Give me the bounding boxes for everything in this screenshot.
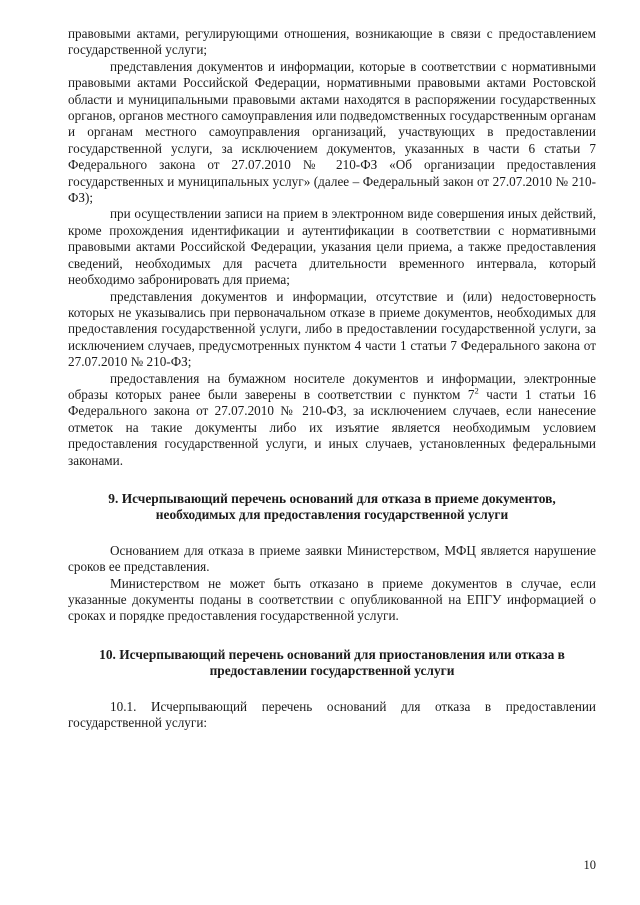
section-9-heading: 9. Исчерпывающий перечень оснований для отказа в приеме документов, необходимых для предоставления государственной услуги [108, 490, 556, 523]
paragraph-paper-documents [68, 371, 596, 469]
page-number: 10 [583, 858, 596, 872]
intro-paragraph: правовыми актами, регулирующими отношения, возникающие в связи с предоставлением государственной услуги; [68, 26, 596, 58]
section-9-paragraph-2: Министерством не может быть отказано в приеме документов в случае, если указанные документы поданы в соответствии с опубликованной на ЕПГУ информацией о сроках и порядке предоставления государственной услуги. [68, 575, 596, 624]
paragraph-unreported-deficiencies: представления документов и информации, отсутствие и (или) недостоверность которых не указывались при первоначальном отказе в приеме документов, необходимых для предоставления государственной услуги, либо в предоставлении государственной услуги, за исключением случаев, предусмотренных пунктом 4 части 1 статьи 7 Федерального закона от 27.07.2010 № 210-ФЗ; [68, 288, 596, 370]
paragraph-paper-documents-text: предоставления на бумажном носителе документов и информации, электронные образы которых ранее были заверены в соответствии с пунктом 7 [68, 370, 596, 402]
paragraph-paper-documents-text-cont: части 1 статьи 16 Федерального закона от 27.07.2010 № 210-ФЗ, за исключением случаев, если нанесение отметок на такие документы либо их изъятие является необходимым условием предоставления государственной услуги, и иных случаев, установленных федеральными законами. [68, 386, 596, 468]
paragraph-documents-in-possession: представления документов и информации, которые в соответствии с нормативными правовыми актами Российской Федерации, нормативными правовыми актами Ростовской области и муниципальными правовыми актами находятся в распоряжении государственных органов, органов местного самоуправления или подведомственных государственным органам и органам местного самоуправления организаций, участвующих в предоставлении государственной услуги, за исключением документов, указанных в части 6 статьи 7 Федерального закона от 27.07.2010 № 210-ФЗ «Об организации предоставления государственных и муниципальных услуг» (далее – Федеральный закон от 27.07.2010 № 210-ФЗ); [68, 58, 596, 206]
section-10-heading: 10. Исчерпывающий перечень оснований для приостановления или отказа в предоставлении государственной услуги [99, 646, 565, 679]
paragraph-electronic-appointment: при осуществлении записи на прием в электронном виде совершения иных действий, кроме прохождения идентификации и аутентификации в соответствии с нормативными правовыми актами Российской Федерации, указания цели приема, а также предоставления сведений, необходимых для расчета длительности временного интервала, который необходимо забронировать для приема; [68, 206, 596, 288]
section-9-paragraph-1: Основанием для отказа в приеме заявки Министерством, МФЦ является нарушение сроков ее представления. [68, 542, 596, 575]
superscript: 2 [474, 385, 479, 396]
section-10-paragraph-1: 10.1. Исчерпывающий перечень оснований для отказа в предоставлении государственной услуги: [68, 698, 596, 731]
